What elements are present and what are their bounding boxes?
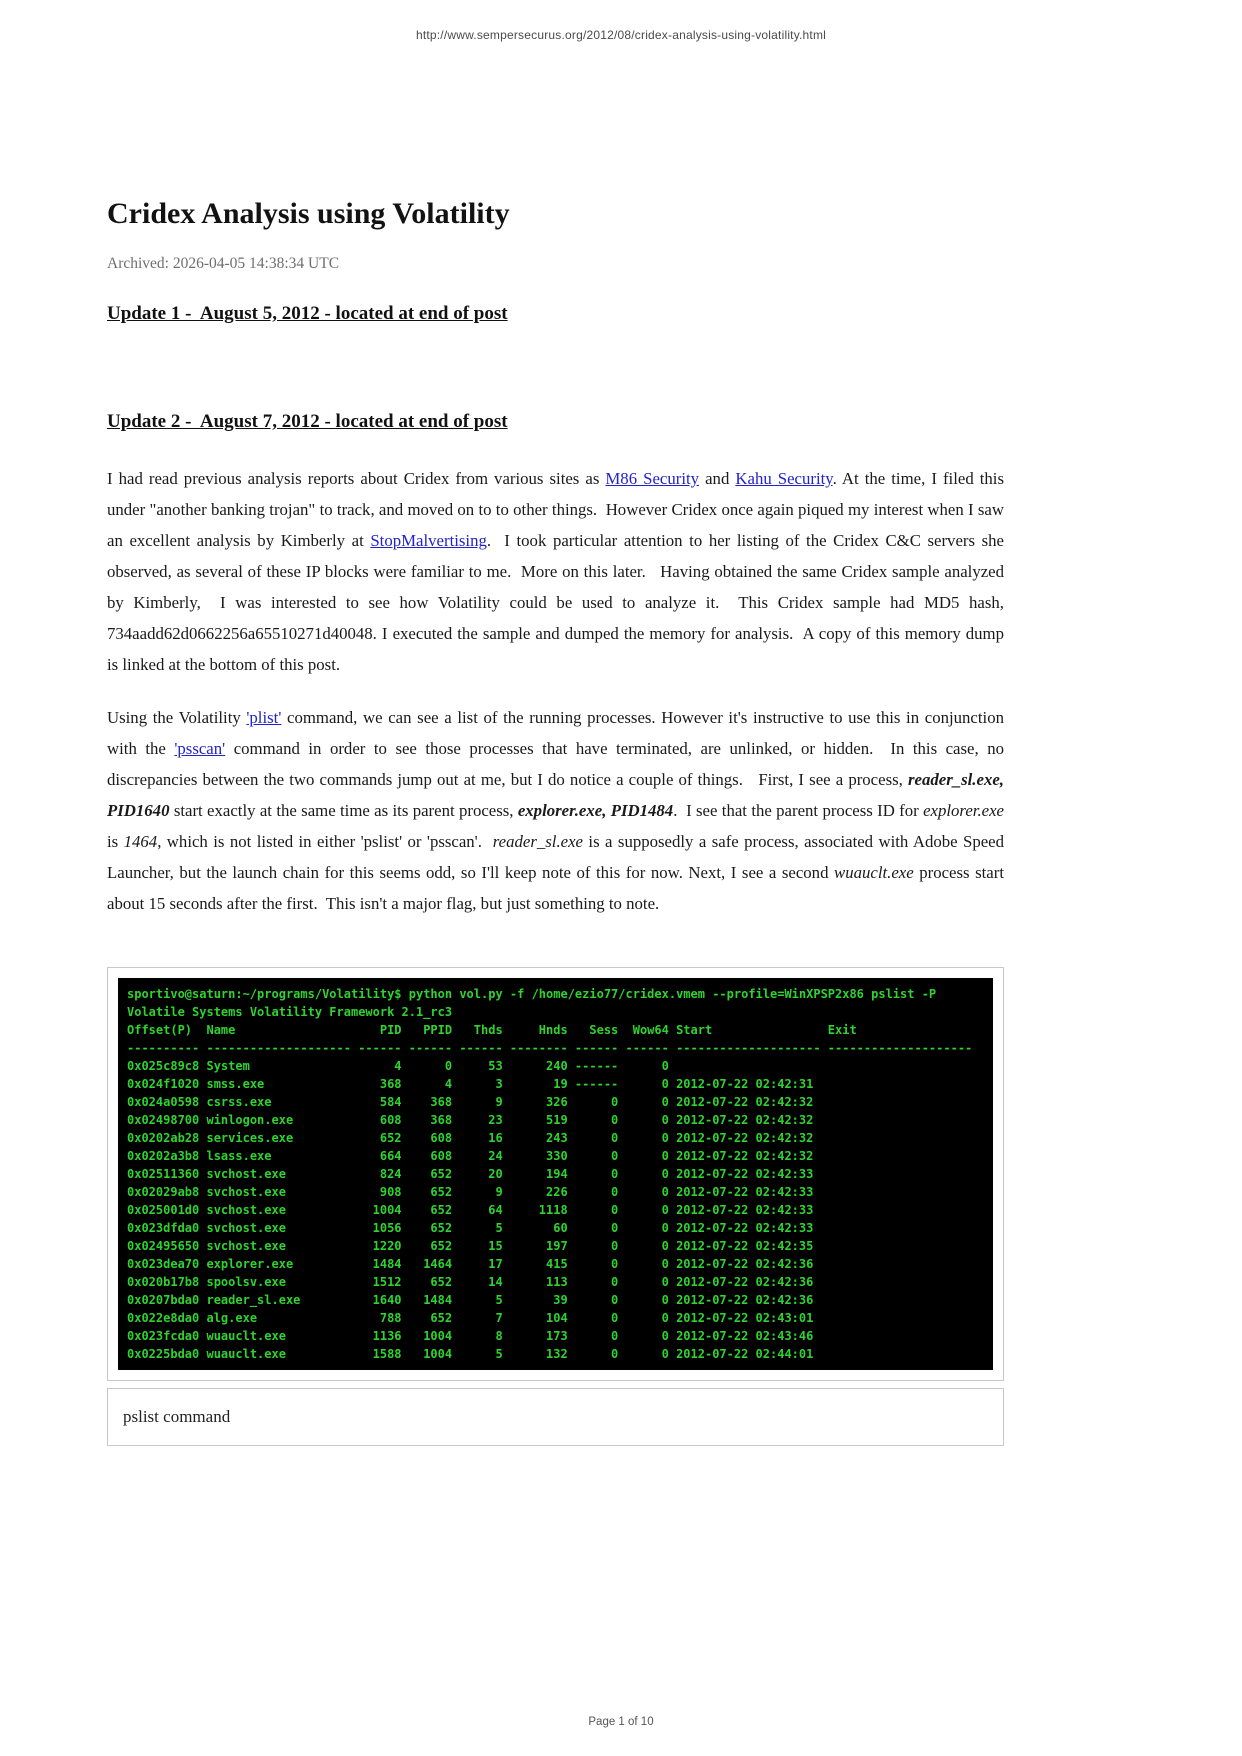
terminal-line: 0x02511360 svchost.exe 824 652 20 194 0 0 2012-07-22 02:42:33: [127, 1167, 814, 1181]
text-segment: start exactly at the same time as its parent process,: [169, 801, 518, 820]
text-segment: process start about 15 seconds after the first. This isn't a major flag, but just something to note.: [107, 863, 1009, 913]
terminal-line: 0x020b17b8 spoolsv.exe 1512 652 14 113 0 0 2012-07-22 02:42:36: [127, 1275, 814, 1289]
text-segment: 1464: [123, 832, 158, 851]
terminal-line: 0x02498700 winlogon.exe 608 368 23 519 0 0 2012-07-22 02:42:32: [127, 1113, 814, 1127]
terminal-line: Offset(P) Name PID PPID Thds Hnds Sess Wow64 Start Exit: [127, 1023, 857, 1037]
text-segment: wuauclt.exe: [834, 863, 914, 882]
terminal-line: 0x022e8da0 alg.exe 788 652 7 104 0 0 2012-07-22 02:43:01: [127, 1311, 814, 1325]
terminal-line: 0x0207bda0 reader_sl.exe 1640 1484 5 39 0 0 2012-07-22 02:42:36: [127, 1293, 814, 1307]
link-plist[interactable]: 'plist': [246, 708, 282, 727]
text-segment: reader_sl.exe: [492, 832, 583, 851]
text-segment: command in order to see those processes that have terminated, are unlinked, or hidden. In this case, no discrepancies between the two commands jump out at me, but I do notice a couple of things. First, I see a process,: [107, 739, 1009, 789]
terminal-line: 0x024a0598 csrss.exe 584 368 9 326 0 0 2012-07-22 02:42:32: [127, 1095, 814, 1109]
analysis-paragraph: [107, 702, 1009, 919]
page-title: Cridex Analysis using Volatility: [107, 197, 510, 230]
page-number: Page 1 of 10: [588, 1716, 654, 1728]
terminal-line: 0x023fcda0 wuauclt.exe 1136 1004 8 173 0 0 2012-07-22 02:43:46: [127, 1329, 814, 1343]
text-segment: reader_sl.exe, PID1640: [107, 770, 1009, 820]
link-kahu-security[interactable]: Kahu Security: [735, 469, 833, 488]
text-segment: . At the time, I filed this under "another banking trojan" to track, and moved on to to other things. However Cridex once again piqued my interest when I saw an excellent analysis by Kimberly at: [107, 469, 1009, 550]
terminal-line: 0x02029ab8 svchost.exe 908 652 9 226 0 0 2012-07-22 02:42:33: [127, 1185, 814, 1199]
text-segment: and: [699, 469, 736, 488]
terminal-line: 0x023dea70 explorer.exe 1484 1464 17 415 0 0 2012-07-22 02:42:36: [127, 1257, 814, 1271]
link-m86-security[interactable]: M86 Security: [605, 469, 700, 488]
terminal-line: 0x0202ab28 services.exe 652 608 16 243 0 0 2012-07-22 02:42:32: [127, 1131, 814, 1145]
terminal-line: 0x025001d0 svchost.exe 1004 652 64 1118 0 0 2012-07-22 02:42:33: [127, 1203, 814, 1217]
figure-caption-text: pslist command: [123, 1407, 231, 1426]
text-segment: is a supposedly a safe process, associated with Adobe Speed Launcher, but the launch chain for this seems odd, so I'll keep note of this for now. Next, I see a second: [107, 832, 1009, 882]
intro-paragraph: [107, 463, 1009, 680]
text-segment: , which is not listed in either 'pslist' or 'psscan'.: [157, 832, 493, 851]
link-psscan[interactable]: 'psscan': [174, 739, 226, 758]
pslist-terminal-output: [118, 978, 993, 1370]
text-segment: explorer.exe: [923, 801, 1004, 820]
update-2-heading: Update 2 - August 7, 2012 - located at end of post: [107, 411, 508, 432]
text-segment: I had read previous analysis reports about Cridex from various sites as: [107, 469, 606, 488]
text-segment: is: [107, 801, 1009, 851]
terminal-line: 0x024f1020 smss.exe 368 4 3 19 ------ 0 2012-07-22 02:42:31: [127, 1077, 814, 1091]
update-1-heading: Update 1 - August 5, 2012 - located at end of post: [107, 303, 508, 324]
text-segment: . I see that the parent process ID for: [673, 801, 924, 820]
terminal-line: 0x0202a3b8 lsass.exe 664 608 24 330 0 0 2012-07-22 02:42:32: [127, 1149, 814, 1163]
terminal-line: 0x025c89c8 System 4 0 53 240 ------ 0: [127, 1059, 669, 1073]
archived-timestamp: Archived: 2026-04-05 14:38:34 UTC: [107, 255, 340, 272]
text-segment: command, we can see a list of the running processes. However it's instructive to use this in conjunction with the: [107, 708, 1009, 758]
terminal-screenshot-image[interactable]: [107, 967, 1004, 1381]
archive-url: http://www.sempersecurus.org/2012/08/cridex-analysis-using-volatility.html: [415, 28, 827, 42]
terminal-line: 0x023dfda0 svchost.exe 1056 652 5 60 0 0 2012-07-22 02:42:33: [127, 1221, 814, 1235]
link-stopmalvertising[interactable]: StopMalvertising: [370, 531, 487, 550]
figure-caption-box: [107, 1388, 1004, 1446]
terminal-line: sportivo@saturn:~/programs/Volatility$ python vol.py -f /home/ezio77/cridex.vmem --profile=WinXPSP2x86 pslist -P: [127, 987, 937, 1001]
text-segment: . I took particular attention to her listing of the Cridex C&C servers she observed, as several of these IP blocks were familiar to me. More on this later. Having obtained the same Cridex sample analyzed by Kimberly, I was interested to see how Volatility could be used to analyze it. This Cridex sample had MD5 hash, 734aadd62d0662256a65510271d40048. I executed the sample and dumped the memory for analysis. A copy of this memory dump is linked at the bottom of this post.: [107, 531, 1009, 674]
terminal-line: 0x0225bda0 wuauclt.exe 1588 1004 5 132 0 0 2012-07-22 02:44:01: [127, 1347, 814, 1361]
terminal-line: 0x02495650 svchost.exe 1220 652 15 197 0 0 2012-07-22 02:42:35: [127, 1239, 814, 1253]
terminal-line: ---------- -------------------- ------ ------ ------ -------- ------ ------ -------------------- --------------------: [127, 1041, 973, 1055]
text-segment: explorer.exe, PID1484: [517, 801, 674, 820]
terminal-line: Volatile Systems Volatility Framework 2.1_rc3: [127, 1005, 453, 1019]
text-segment: Using the Volatility: [107, 708, 247, 727]
article-content: [107, 197, 1009, 1446]
